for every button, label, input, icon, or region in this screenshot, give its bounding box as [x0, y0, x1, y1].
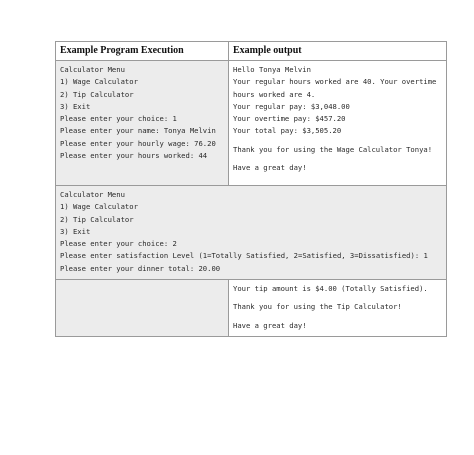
- tip-amount-line: Your tip amount is $4.00 (Totally Satisfied).: [233, 284, 428, 294]
- table-row-tip-execution: [56, 185, 446, 279]
- header-example-output: Example output: [228, 42, 446, 60]
- menu-option-1: 1) Wage Calculator: [60, 77, 138, 87]
- wage-prompt: Please enter your hourly wage: 76.20: [60, 138, 216, 148]
- menu-option-2: 2) Tip Calculator: [60, 214, 134, 224]
- tip-execution-cell: [56, 186, 446, 279]
- regular-hours-line: Your regular hours worked are 40. Your overtime: [233, 77, 437, 87]
- wage-thanks-line: Thank you for using the Wage Calculator Tonya!: [233, 144, 433, 154]
- name-prompt: Please enter your name: Tonya Melvin: [60, 126, 216, 136]
- total-pay-line: Your total pay: $3,505.20: [233, 126, 342, 136]
- dinner-total-prompt: Please enter your dinner total: 20.00: [60, 263, 221, 273]
- overtime-hours-line: hours worked are 4.: [233, 89, 316, 99]
- satisfaction-prompt: Please enter satisfaction Level (1=Totally Satisfied, 2=Satisfied, 3=Dissatisfied): 1: [60, 251, 428, 261]
- choice-prompt: Please enter your choice: 2: [60, 239, 177, 249]
- overtime-pay-line: Your overtime pay: $457.20: [233, 114, 346, 124]
- menu-option-3: 3) Exit: [60, 101, 91, 111]
- greeting-line: Hello Tonya Melvin: [233, 65, 311, 74]
- hours-prompt: Please enter your hours worked: 44: [60, 151, 208, 161]
- table-row-tip-output: [56, 279, 446, 336]
- header-program-execution: Example Program Execution: [60, 45, 184, 56]
- tip-goodbye-line: Have a great day!: [233, 320, 307, 330]
- example-table: [55, 41, 447, 337]
- wage-goodbye-line: Have a great day!: [233, 163, 307, 173]
- menu-option-2: 2) Tip Calculator: [60, 89, 134, 99]
- tip-output-cell: [228, 280, 446, 336]
- menu-option-1: 1) Wage Calculator: [60, 202, 138, 212]
- tip-thanks-line: Thank you for using the Tip Calculator!: [233, 302, 402, 312]
- regular-pay-line: Your regular pay: $3,048.00: [233, 101, 350, 111]
- menu-option-3: 3) Exit: [60, 226, 91, 236]
- table-row-wage: [56, 60, 446, 185]
- choice-prompt: Please enter your choice: 1: [60, 114, 177, 124]
- menu-title: Calculator Menu: [60, 190, 125, 199]
- tip-empty-cell: [56, 280, 228, 336]
- table-header-row: [56, 42, 446, 60]
- wage-execution-cell: [56, 61, 228, 185]
- wage-output-cell: [228, 61, 446, 185]
- menu-title: Calculator Menu: [60, 65, 125, 74]
